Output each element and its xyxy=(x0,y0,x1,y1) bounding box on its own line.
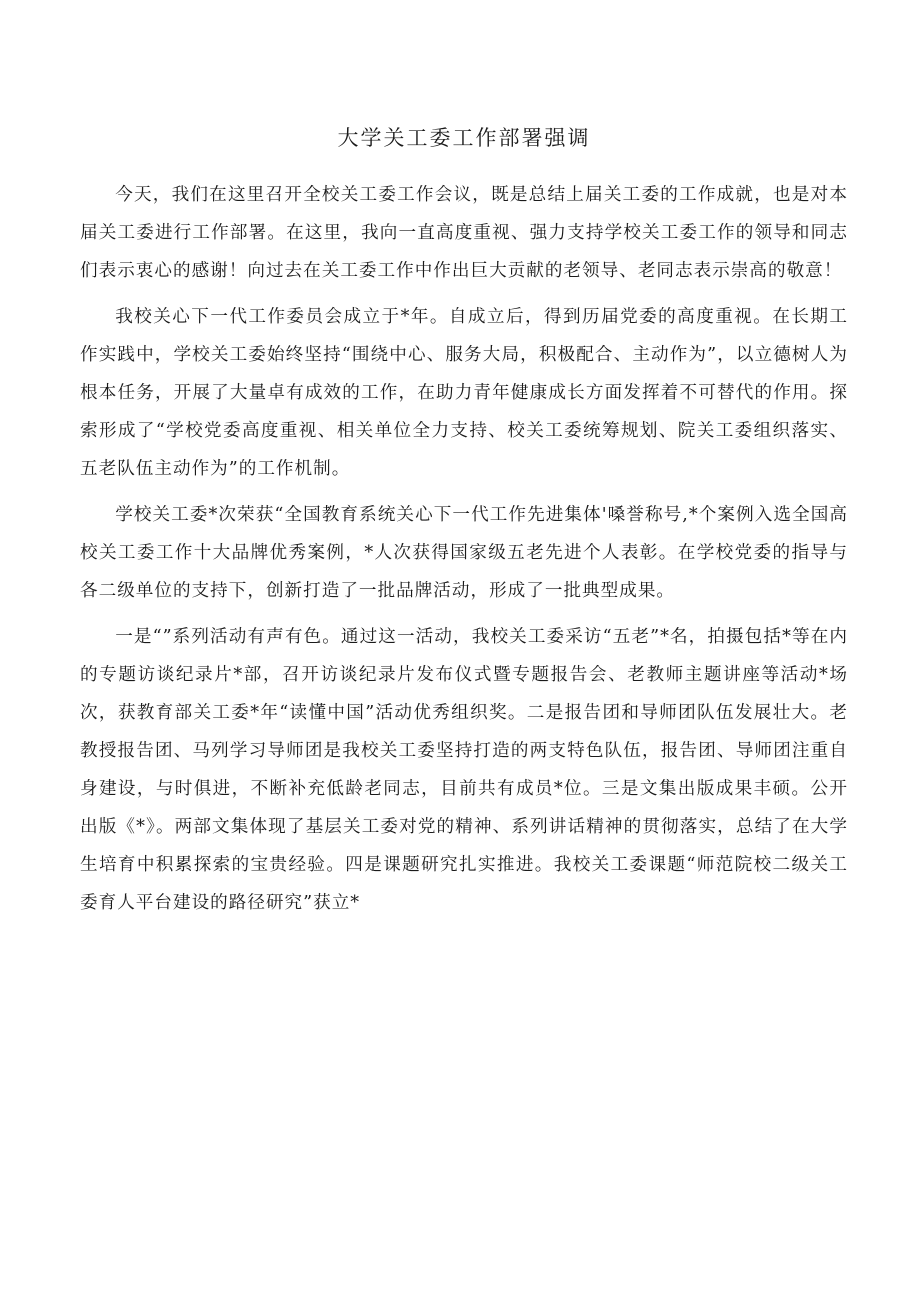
document-title: 大学关工委工作部署强调 xyxy=(337,126,591,150)
paragraph-1: 今天，我们在这里召开全校关工委工作会议，既是总结上届关工委的工作成就，也是对本届关工委进行工作部署。在这里，我向一直高度重视、强力支持学校关工委工作的领导和同志们表示衷心的感谢！向过去在关工委工作中作出巨大贡献的老领导、老同志表示崇高的敬意！ xyxy=(80,185,848,281)
paragraph-4: 一是“”系列活动有声有色。通过这一活动，我校关工委采访“五老”*名，拍摄包括*等在内的专题访谈纪录片*部，召开访谈纪录片发布仪式暨专题报告会、老教师主题讲座等活动*场次，获教育部关工委*年“读懂中国”活动优秀组织奖。二是报告团和导师团队伍发展壮大。老教授报告团、马列学习导师团是我校关工委坚持打造的两支特色队伍，报告团、导师团注重自身建设，与时俱进，不断补充低龄老同志，目前共有成员*位。三是文集出版成果丰硕。公开出版《*》。两部文集体现了基层关工委对党的精神、系列讲话精神的贯彻落实，总结了在大学生培育中积累探索的宝贵经验。四是课题研究扎实推进。我校关工委课题“师范院校二级关工委育人平台建设的路径研究”获立* xyxy=(80,627,848,913)
paragraph-2: 我校关心下一代工作委员会成立于*年。自成立后，得到历届党委的高度重视。在长期工作实践中，学校关工委始终坚持“围绕中心、服务大局，积极配合、主动作为”，以立德树人为根本任务，开展了大量卓有成效的工作，在助力青年健康成长方面发挥着不可替代的作用。探索形成了“学校党委高度重视、相关单位全力支持、校关工委统筹规划、院关工委组织落实、五老队伍主动作为”的工作机制。 xyxy=(80,307,848,479)
paragraph-3: 学校关工委*次荣获“全国教育系统关心下一代工作先进集体'嗓誉称号,*个案例入选全国高校关工委工作十大品牌优秀案例，*人次获得国家级五老先进个人表彰。在学校党委的指导与各二级单位的支持下，创新打造了一批品牌活动，形成了一批典型成果。 xyxy=(80,505,848,601)
